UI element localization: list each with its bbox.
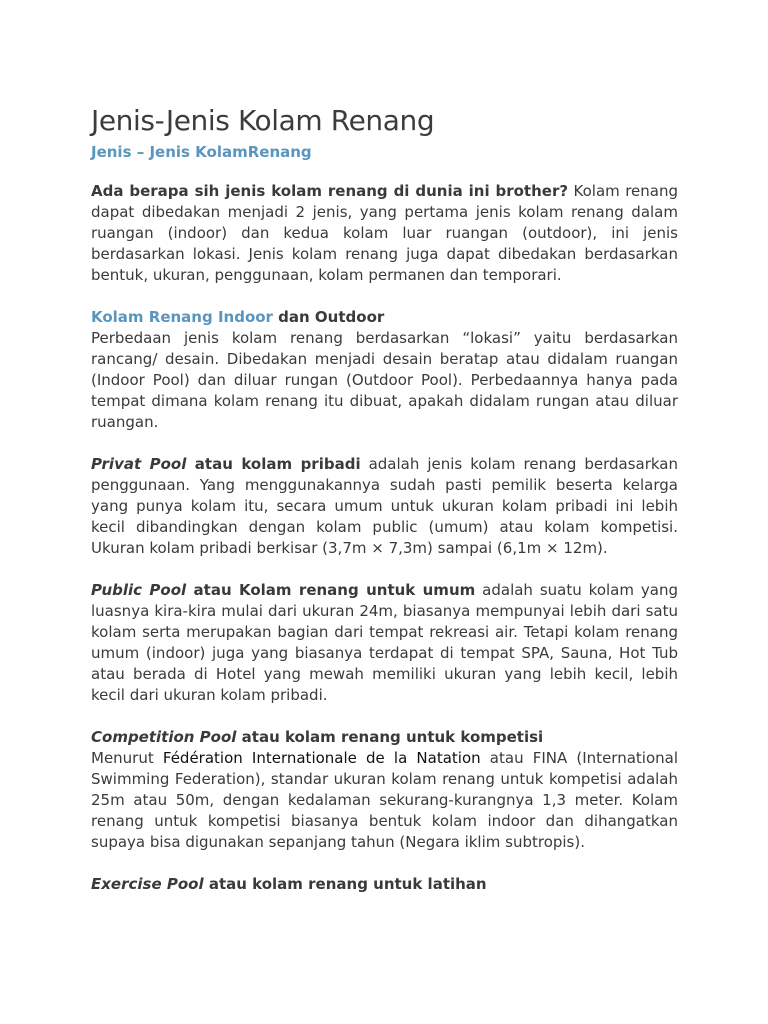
- indoor-heading-link[interactable]: Kolam Renang Indoor: [91, 308, 273, 326]
- intro-paragraph: [91, 181, 678, 286]
- federation-link[interactable]: Fédération Internationale de la Natation: [162, 749, 481, 767]
- indoor-paragraph: Perbedaan jenis kolam renang berdasarkan “lokasi” yaitu berdasarkan rancang/ desain. Dibedakan menjadi desain beratap atau didalam ruangan (Indoor Pool) dan diluar rungan (Outdoor Pool). Perbedaannya hanya pada tempat dimana kolam renang itu dibuat, apakah didalam rungan atau diluar ruangan.: [91, 329, 678, 431]
- indoor-heading: [91, 307, 678, 328]
- competition-term-rest: atau kolam renang untuk kompetisi: [236, 728, 544, 746]
- subtitle-link[interactable]: Jenis – Jenis KolamRenang: [91, 143, 312, 161]
- competition-paragraph: [91, 748, 678, 853]
- private-paragraph: [91, 454, 678, 559]
- page-title: Jenis-Jenis Kolam Renang: [91, 104, 435, 137]
- competition-text-before: Menurut: [91, 749, 163, 767]
- private-term-rest: atau kolam pribadi: [186, 455, 361, 473]
- public-term: Public Pool: [91, 581, 187, 599]
- exercise-term-rest: atau kolam renang untuk latihan: [203, 875, 487, 893]
- intro-question: Ada berapa sih jenis kolam renang di dunia ini brother?: [91, 182, 569, 200]
- public-term-rest: atau Kolam renang untuk umum: [186, 581, 476, 599]
- competition-term: Competition Pool: [91, 728, 237, 746]
- exercise-term: Exercise Pool: [91, 875, 204, 893]
- private-term: Privat Pool: [91, 455, 187, 473]
- competition-heading: [91, 727, 678, 748]
- indoor-heading-rest: dan Outdoor: [272, 308, 385, 326]
- intro-text: Kolam renang dapat dibedakan menjadi 2 jenis, yang pertama jenis kolam renang dalam ruangan (indoor) dan kedua kolam luar ruangan (outdoor), ini jenis berdasarkan lokasi. Jenis kolam renang juga dapat dibedakan berdasarkan bentuk, ukuran, penggunaan, kolam permanen dan temporari.: [91, 182, 678, 284]
- exercise-heading: [91, 874, 678, 895]
- competition-text-after: atau FINA (International Swimming Federation), standar ukuran kolam renang untuk kompetisi adalah 25m atau 50m, dengan kedalaman sekurang-kurangnya 1,3 meter. Kolam renang untuk kompetisi biasanya bentuk kolam indoor dan dihangatkan supaya bisa digunakan sepanjang tahun (Negara iklim subtropis).: [91, 749, 678, 851]
- public-paragraph: [91, 580, 678, 706]
- private-text: adalah jenis kolam renang berdasarkan penggunaan. Yang menggunakannya sudah pasti pemilik beserta kelarga yang punya kolam itu, secara umum untuk ukuran kolam pribadi ini lebih kecil dibandingkan dengan kolam public (umum) atau kolam kompetisi. Ukuran kolam pribadi berkisar (3,7m × 7,3m) sampai (6,1m × 12m).: [91, 455, 679, 557]
- public-text: adalah suatu kolam yang luasnya kira-kira mulai dari ukuran 24m, biasanya mempunyai lebih dari satu kolam serta merupakan bagian dari tempat rekreasi air. Tetapi kolam renang umum (indoor) juga yang biasanya terdapat di tempat SPA, Sauna, Hot Tub atau berada di Hotel yang mewah memiliki ukuran yang lebih kecil, lebih kecil dari ukuran kolam pribadi.: [91, 581, 678, 704]
